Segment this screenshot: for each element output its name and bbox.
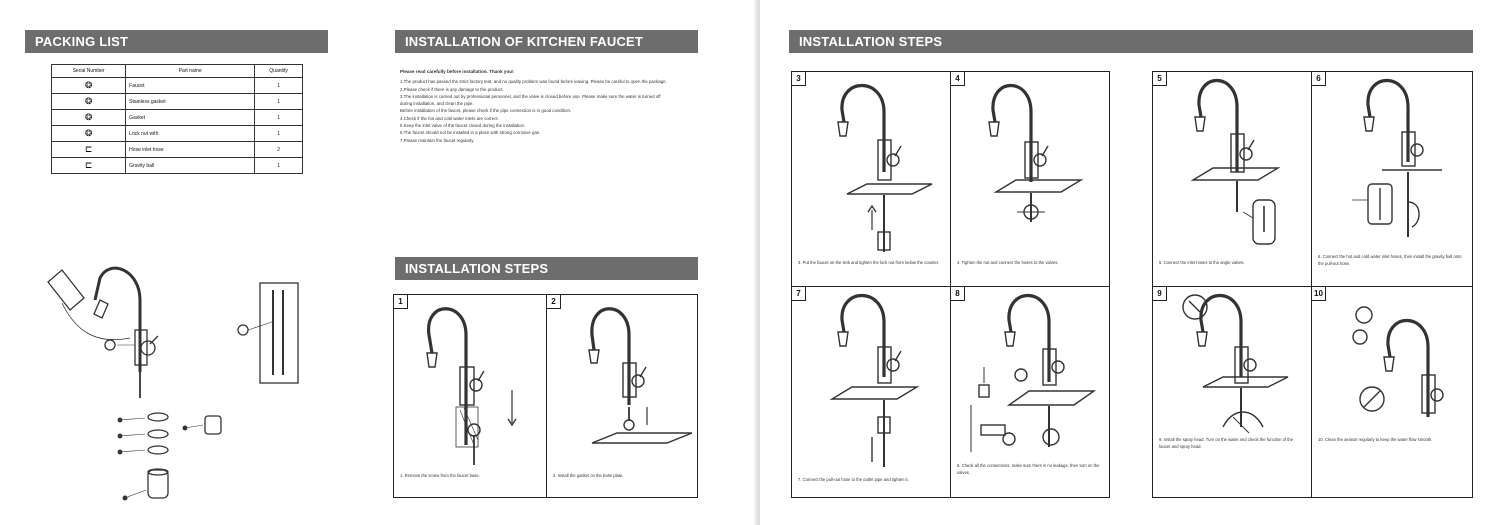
step-panel-2 [546,294,698,498]
step-caption: 3. Put the faucet on the sink and tighten the lock nut from below the counter. [798,260,940,265]
step-number: 7 [792,287,806,301]
step-number: 2 [547,295,561,309]
note-line: Before installation of the faucet, please check if the pipe connection is in good condition. [400,108,572,114]
installation-of-kitchen-faucet-title: INSTALLATION OF KITCHEN FAUCET [395,30,698,53]
step-caption: 4. Tighten the nut and connect the hoses to the valves. [957,260,1059,265]
part-qty: 1 [255,94,303,110]
note-line: 4.Check if the hot and cold water inlets are correct. [400,115,499,121]
installation-steps-title-right: INSTALLATION STEPS [789,30,1473,53]
step-7-illustration [1153,72,1312,287]
step-panel-1 [393,294,547,498]
step-panel-4 [950,71,1110,287]
part-icon: ⊏ [52,142,126,158]
step-9-illustration [1153,287,1312,498]
step-panel-8 [1311,71,1473,287]
step-caption: 1. Remove the screw from the faucet base. [400,473,480,478]
note-line: 7.Please maintain the faucet regularly. [400,137,475,143]
step-number: 1 [394,295,408,309]
header-quantity: Quantity [255,65,303,78]
step-panel-10 [1311,286,1473,498]
installation-notes [400,68,670,144]
part-name: Stainless gasket [126,94,255,110]
exploded-parts-illustration [0,0,330,525]
part-name: Lock nut with [126,126,255,142]
step-panel-9 [1152,286,1312,498]
right-page [760,0,1500,525]
step-4-illustration [951,72,1110,287]
step-panel-5 [791,286,951,498]
part-name: Gravity ball [126,158,255,174]
step-caption: 5. Connect the inlet hoses to the angle valves. [1159,260,1245,265]
note-lead: Please read carefully before installation. Thank you! [400,69,514,74]
step-panel-7 [1152,71,1312,287]
note-line: 5.Keep the inlet valve of the faucet closed during the installation. [400,123,526,129]
header-part-name: Part name [126,65,255,78]
step-number: 6 [1312,72,1326,86]
installation-steps-title-left: INSTALLATION STEPS [395,257,698,280]
step-number: 5 [1153,72,1167,86]
step-caption: 8. Check all the connections, make sure there is no leakage, then turn on the valves. [957,463,1100,475]
part-name: Gasket [126,110,255,126]
step-caption: 6. Connect the hot and cold water inlet hoses, then install the gravity ball onto the pull-out hose. [1318,254,1462,266]
step-10-illustration [1312,287,1473,498]
part-qty: 1 [255,158,303,174]
step-number: 4 [951,72,965,86]
part-icon: ❂ [52,94,126,110]
step-number: 10 [1312,287,1326,301]
part-icon: ⊏ [52,158,126,174]
part-qty: 2 [255,142,303,158]
step-number: 8 [951,287,965,301]
packing-list-title: PACKING LIST [25,30,328,53]
step-number: 9 [1153,287,1167,301]
step-2-illustration [547,295,698,498]
step-3-illustration [792,72,951,287]
part-qty: 1 [255,126,303,142]
header-serial: Serial Number [52,65,126,78]
note-line: 6.The faucet should not be installed in a place with strong corrosive gas. [400,130,541,136]
step-caption: 10. Clean the aerator regularly to keep the water flow smooth. [1318,437,1433,442]
part-name: Hose inlet hose [126,142,255,158]
step-caption: 9. Install the spray head. Turn on the water and check the function of the faucet and spray head. [1159,437,1294,449]
step-caption: 2. Install the gasket on the base plate. [553,473,624,478]
step-panel-3 [791,71,951,287]
step-5-illustration [792,287,951,498]
step-panel-6 [950,286,1110,498]
step-1-illustration [394,295,547,498]
step-caption: 7. Connect the pull-out hose to the outlet pipe and tighten it. [798,477,909,482]
note-line: 3.The installation is carried out by professional personnel, and the valve is closed before use. Please make sure the water is turned off during installation, and clean the pipe. [400,93,661,107]
part-icon: ❂ [52,110,126,126]
part-icon: ❂ [52,126,126,142]
step-number: 3 [792,72,806,86]
part-qty: 1 [255,78,303,94]
part-icon: ❂ [52,78,126,94]
note-line: 1.The product has passed the strict factory test, and no quality problem was found before leaving. Please be careful to open the package. [400,79,667,85]
part-name: Faucet [126,78,255,94]
note-line: 2.Please check if there is any damage to the product. [400,86,504,92]
part-qty: 1 [255,110,303,126]
